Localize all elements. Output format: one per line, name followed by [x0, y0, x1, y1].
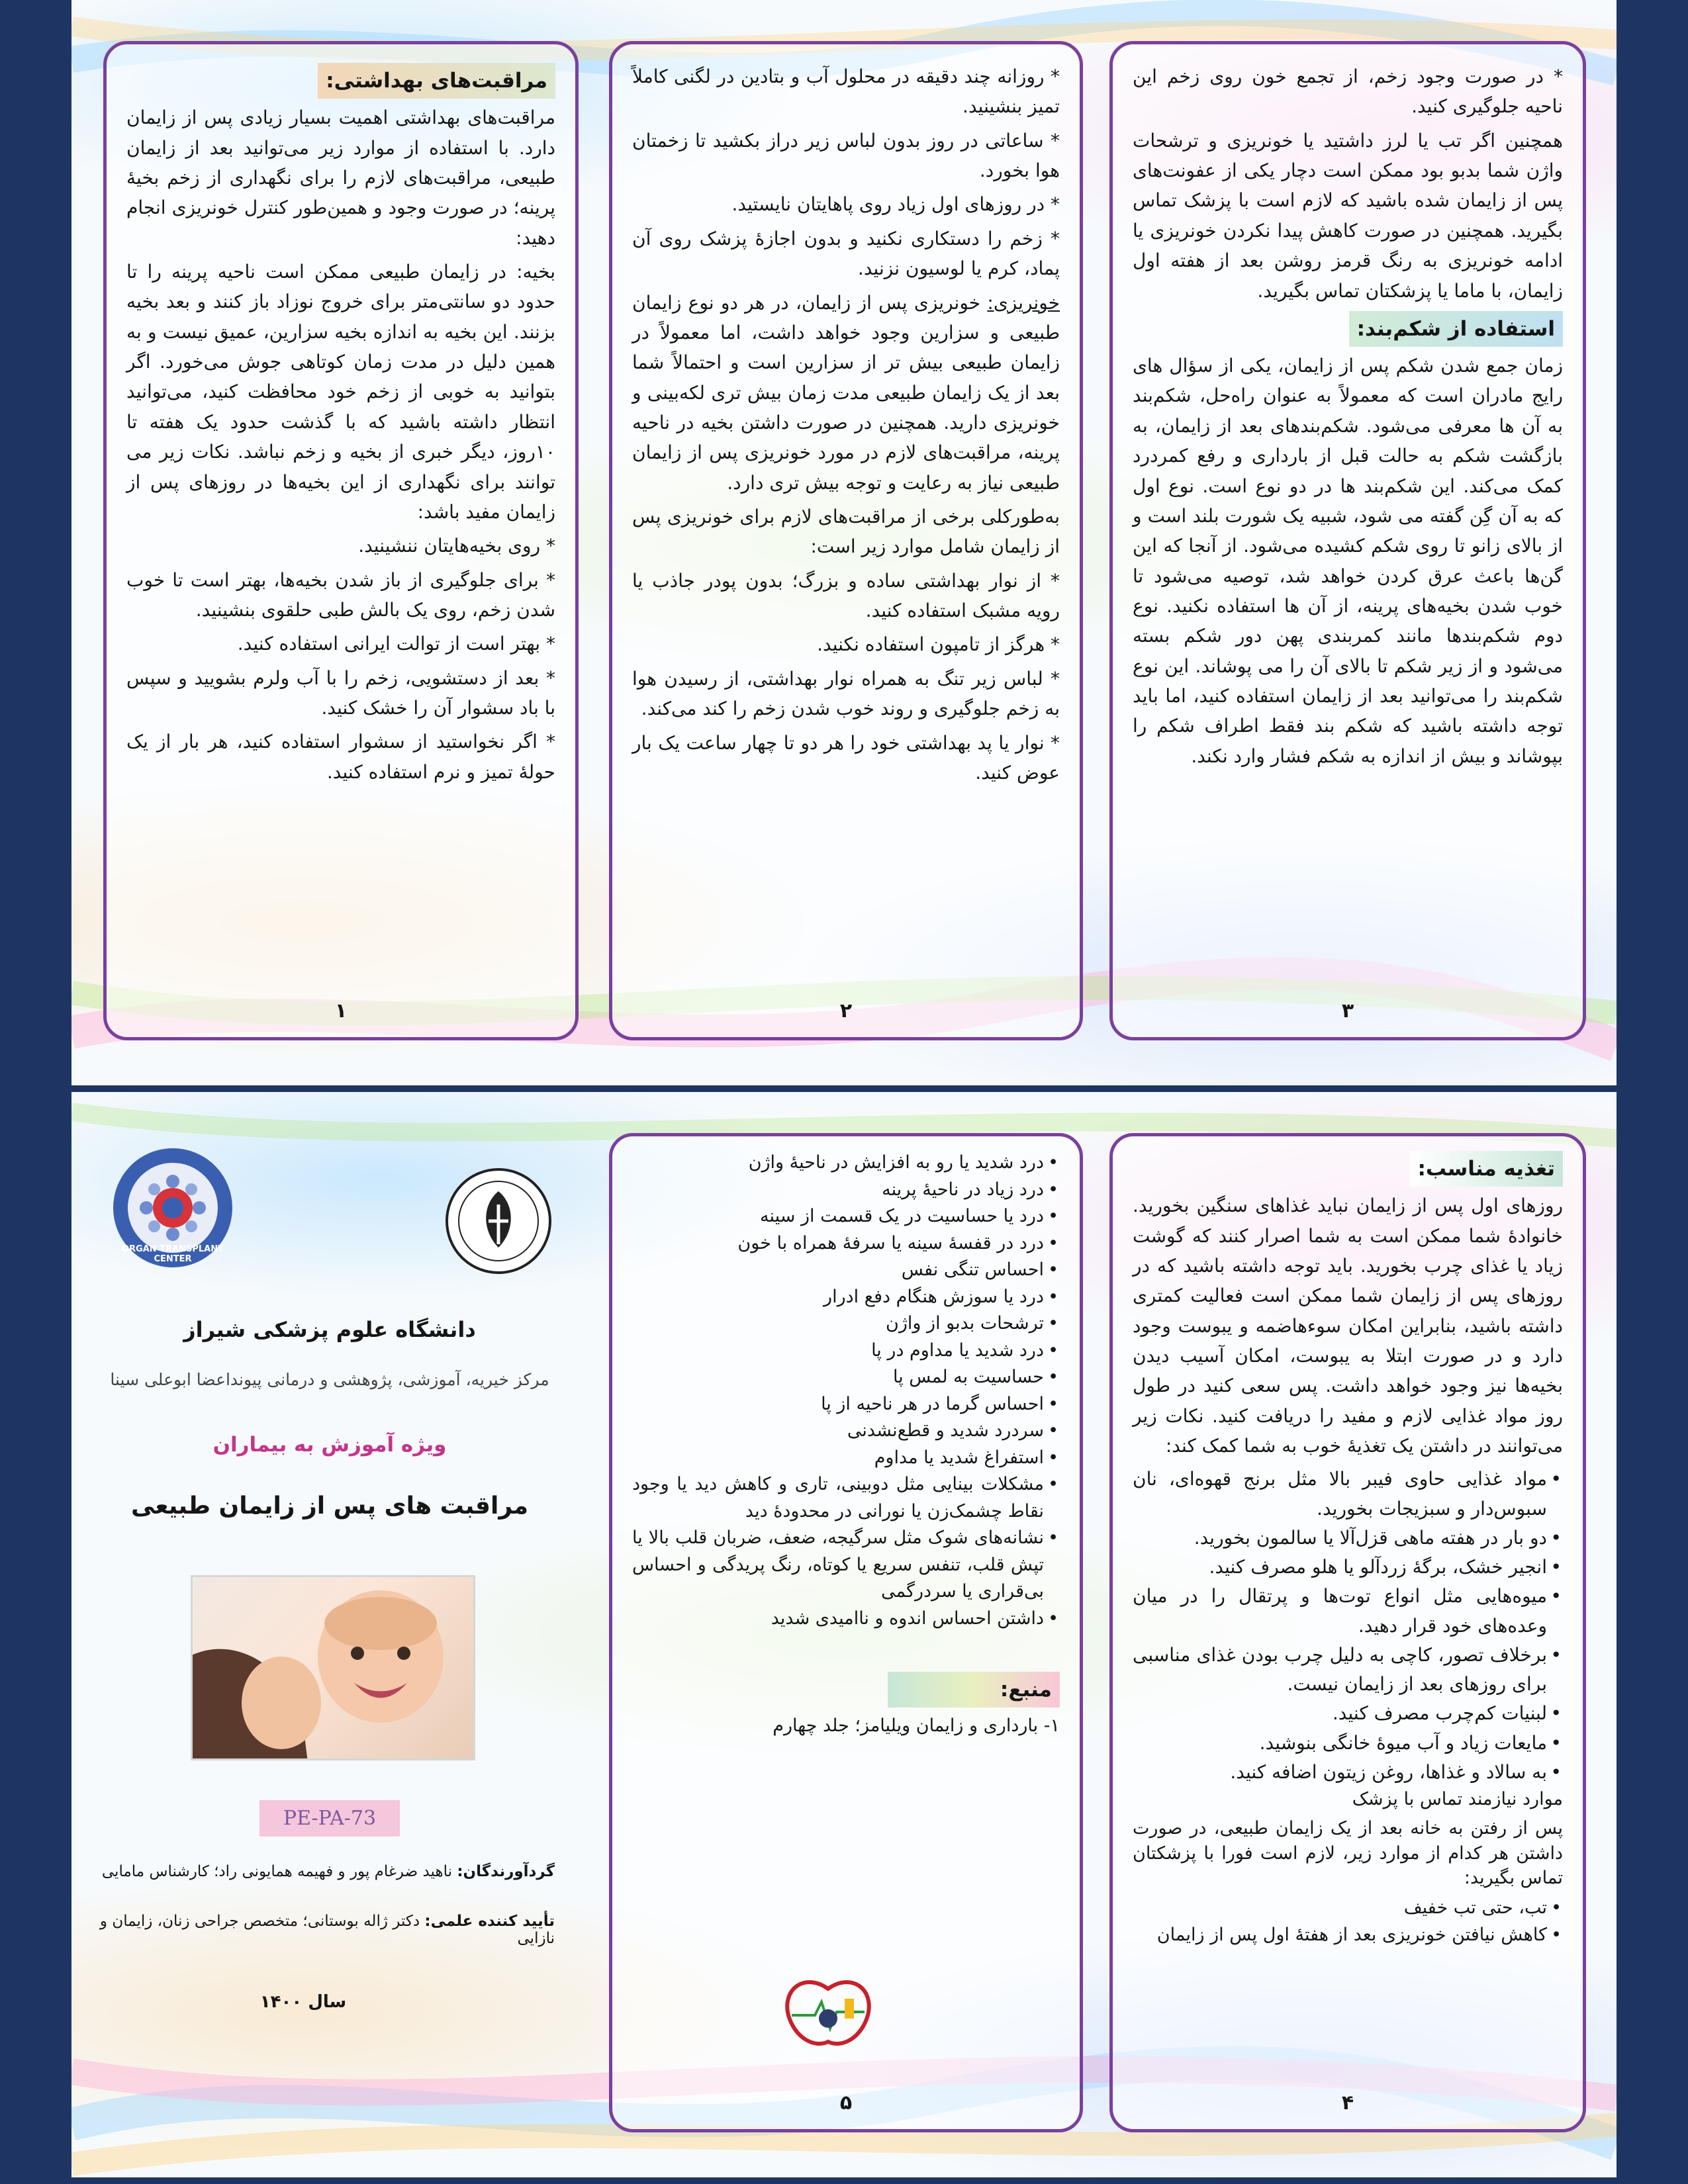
list-item: • احساس تنگی نفس	[632, 1257, 1060, 1284]
document-code-badge: PE-PA-73	[259, 1800, 400, 1837]
tip-item: * برای جلوگیری از باز شدن بخیه‌ها، بهتر است تا خوب شدن زخم، روی یک بالش طبی حلقوی بنشینید.	[126, 569, 555, 621]
list-item: • مشکلات بینایی مثل دوبینی، تاری و کاهش دید یا وجود نقاط چشمک‌زن یا نورانی در محدودهٔ دید	[632, 1471, 1060, 1525]
tip-item: * در روزهای اول زیاد روی پاهایتان نایستید.	[731, 193, 1060, 216]
authors-credit	[91, 1863, 555, 1880]
panel-abdominal-binder	[1109, 41, 1586, 1040]
list-item: • احساس گرما در هر ناحیه از پا	[632, 1391, 1060, 1418]
list-item: • کاهش نیافتن خونریزی بعد از هفتهٔ اول پس از زایمان	[1133, 1922, 1563, 1949]
contact-heading: موارد نیازمند تماس با پزشک	[1352, 1789, 1563, 1810]
baby-illustration-icon	[191, 1577, 473, 1760]
cover-center-name: مرکز خیریه، آموزشی، پژوهشی و درمانی پیونداعضا ابوعلی سینا	[110, 1370, 549, 1389]
list-item: • سردرد شدید و قطع‌نشدنی	[632, 1418, 1060, 1445]
section-heading: تغذیه مناسب:	[1410, 1151, 1563, 1187]
brochure-inside-sheet	[71, 0, 1617, 1085]
list-item: • برخلاف تصور، کاچی به دلیل چرب بودن غذای مناسبی برای روزهای بعد از زایمان نیست.	[1133, 1641, 1563, 1699]
bleeding-text: خونریزی پس از زایمان، در هر دو نوع زایمان طبیعی و سزارین وجود خواهد داشت، اما معمولاً در زایمان طبیعی بیش تر از سزارین است و احتمالاً شما بعد از یک زایمان طبیعی مدت زمان بیش تری لکه‌بینی و خونریزی دارید. همچنین در صورت داشتن بخیه در ناحیه پرینه، مراقبت‌های لازم در مورد خونریزی پس از زایمان طبیعی نیاز به رعایت و توجه بیش تری دارد.	[632, 291, 1060, 494]
panel-nutrition	[1109, 1133, 1586, 2132]
cover-university-name: دانشگاه علوم پزشکی شیراز	[183, 1317, 476, 1342]
otc-logo-text: ORGAN TRANSPLANT CENTER	[121, 1244, 224, 1264]
mother-baby-photo	[191, 1575, 475, 1760]
list-item: • استفراغ شدید یا مداوم	[632, 1445, 1060, 1472]
apple-heartbeat-icon	[778, 1972, 878, 2052]
health-education-logo	[778, 1972, 878, 2052]
list-item: • درد یا سوزش هنگام دفع ادرار	[632, 1284, 1060, 1311]
page-number: ۴	[1341, 2091, 1354, 2115]
paragraph: بخیه: در زایمان طبیعی ممکن است ناحیه پرینه را تا حدود دو سانتی‌متر برای خروج نوزاد باز کنند و بعد بخیه بزنند. این بخیه به اندازه بخیه سزارین، عمیق نیست و به همین دلیل در مدت زمان کوتاهی جوش می‌خورد. اگر بتوانید به خوبی از زخم خود محافظت کنید، می‌توانید انتظار داشته باشید که با گذشت حدود یک هفته تا ۱۰روز، دیگر خبری از بخیه و زخم نباشد. نکات زیر می توانند برای نگهداری از این بخیه‌ها در روزهای پس از زایمان مفید باشد:	[126, 261, 555, 523]
authors-names: ناهید ضرغام پور و فهیمه همایونی راد؛ کارشناس مامایی	[101, 1863, 453, 1880]
approver-label: تأیید کننده علمی:	[424, 1913, 555, 1930]
publication-year	[204, 1992, 402, 2012]
list-item: • انجیر خشک، برگهٔ زردآلو یا هلو مصرف کنید.	[1133, 1553, 1563, 1582]
section-heading: مراقبت‌های بهداشتی:	[318, 63, 555, 99]
list-item: • حساسیت به لمس پا	[632, 1364, 1060, 1391]
cover-title: مراقبت های پس از زایمان طبیعی	[130, 1492, 528, 1520]
tip-item: * روی بخیه‌هایتان ننشینید.	[358, 535, 555, 557]
tip-item: * هرگز از تامپون استفاده نکنید.	[817, 633, 1060, 656]
list-item: • تب، حتی تب خفیف	[1133, 1895, 1563, 1922]
year-value: ۱۴۰۰	[259, 1992, 303, 2012]
tip-item: * بعد از دستشویی، زخم را با آب ولرم بشویید و سپس با باد سشوار آن را خشک کنید.	[126, 666, 555, 719]
list-item: • مایعات زیاد و آب میوهٔ خانگی بنوشید.	[1133, 1729, 1563, 1758]
cover-patient-education-label: ویژه آموزش به بیماران	[212, 1433, 447, 1457]
shiraz-university-logo	[442, 1165, 555, 1277]
panel-hygiene-care	[103, 41, 579, 1040]
section-heading: استفاده از شکم‌بند:	[1349, 311, 1563, 347]
panel-bleeding	[609, 41, 1083, 1040]
list-item: • دو بار در هفته ماهی قزل‌آلا یا سالمون بخورید.	[1133, 1524, 1563, 1553]
list-item: • لبنیات کم‌چرب مصرف کنید.	[1133, 1699, 1563, 1728]
paragraph: * در صورت وجود زخم، از تجمع خون روی زخم این ناحیه جلوگیری کنید.	[1133, 66, 1563, 118]
source-citation: ۱- بارداری و زایمان ویلیامز؛ جلد چهارم	[773, 1715, 1060, 1737]
tip-item: * ساعاتی در روز بدون لباس زیر دراز بکشید تا زخمتان هوا بخورد.	[632, 129, 1060, 182]
list-item: • داشتن احساس اندوه و ناامیدی شدید	[632, 1606, 1060, 1633]
list-item: • میوه‌هایی مثل انواع توت‌ها و پرتقال را در میان وعده‌های خود قرار دهید.	[1133, 1582, 1563, 1640]
tip-item: * زخم را دستکاری نکنید و بدون اجازهٔ پزشک روی آن پماد، کرم یا لوسیون نزنید.	[632, 227, 1060, 280]
authors-label: گردآورندگان:	[457, 1863, 555, 1880]
paragraph: روزهای اول پس از زایمان نباید غذاهای سنگین بخورید. خانوادهٔ شما ممکن است به شما اصرار کنند که گوشت زیاد یا غذای چرب بخورید. باید توجه داشته باشید که در روزهای پس از زایمان شما ممکن است فعالیت کمتری داشته باشید، بنابراین امکان سوءهاضمه و یبوست وجود دارد و در صورت ابتلا به یبوست، امکان آسیب دیدن بخیه‌ها نیز وجود خواهد داشت. پس سعی کنید در طول روز مواد غذایی لازم و مفید را دریافت کنید. نکات زیر می‌توانند در داشتن یک تغذیهٔ خوب به شما کمک کند:	[1133, 1195, 1563, 1457]
organ-transplant-center-logo	[110, 1145, 236, 1271]
list-item: • به سالاد و غذاها، روغن زیتون اضافه کنید.	[1133, 1758, 1563, 1787]
code-badge-wrap	[98, 1800, 561, 1837]
approver-credit	[91, 1913, 555, 1947]
bleeding-label: خونریزی:	[987, 291, 1060, 314]
tip-item: * اگر نخواستید از سشوار استفاده کنید، هر بار از یک حولهٔ تمیز و نرم استفاده کنید.	[126, 731, 555, 783]
brochure-outside-sheet	[71, 1092, 1617, 2177]
nutrition-tips-list	[1133, 1465, 1563, 1787]
paragraph: زمان جمع شدن شکم پس از زایمان، یکی از سؤال های رایج مادران است که معمولاً به عنوان راه‌حل، شکم‌بند به آن ها معرفی می‌شود. شکم‌بندهای بعد از زایمان، به بازگشت شکم به حالت قبل از بارداری و رفع کمردرد کمک می‌کند. این شکم‌بند ها در دو نوع است. نوع اول که به آن گِن گفته می شود، شبیه یک شورت بلند است و از بالای زانو تا روی شکم کشیده می‌شود. از آنجا که این گن‌ها باعث عرق کردن خواهد شد، توصیه می‌شود تا خوب شدن بخیه‌های پرینه، از آن ها استفاده نکنید. نوع دوم شکم‌بندها مانند کمربندی پهن دور شکم بسته می‌شود و از زیر شکم تا بالای آن را می پوشاند. این نوع شکم‌بند را می‌توانید بعد از زایمان استفاده کنید، اما باید توجه داشته باشید که شکم بند فقط اطراف شکم را بپوشاند و بیش از اندازه به شکم فشار وارد نکند.	[1133, 355, 1563, 767]
page-number: ۳	[1341, 999, 1354, 1023]
paragraph	[632, 288, 1060, 498]
university-emblem-icon	[442, 1165, 555, 1277]
paragraph: پس از رفتن به خانه بعد از یک زایمان طبیعی، در صورت داشتن هر کدام از موارد زیر، لازم است فورا با پزشکتان تماس بگیرید:	[1133, 1817, 1563, 1889]
tip-item: * روزانه چند دقیقه در محلول آب و بتادین در لگنی کاملاً تمیز بنشینید.	[632, 66, 1060, 118]
list-item: • درد در قفسهٔ سینه یا سرفهٔ همراه با خون	[632, 1230, 1060, 1257]
list-item: • مواد غذایی حاوی فیبر بالا مثل برنج قهوه‌ای، نان سبوس‌دار و سبزیجات بخورید.	[1133, 1465, 1563, 1523]
page-number: ۱	[334, 999, 348, 1023]
contact-signs-list	[1133, 1895, 1563, 1948]
tip-item: * بهتر است از توالت ایرانی استفاده کنید.	[237, 633, 555, 655]
paragraph: مراقبت‌های بهداشتی اهمیت بسیار زیادی پس از زایمان دارد. با استفاده از موارد زیر می‌توانید بعد از زایمان طبیعی، مراقبت‌های لازم را برای نگهداری از زخم بخیهٔ پرینه؛ در صورت وجود و همین‌طور کنترل خونریزی انجام دهید:	[126, 107, 555, 249]
tip-item: * از نوار بهداشتی ساده و بزرگ؛ بدون پودر جاذب یا رویه مشبک استفاده کنید.	[632, 569, 1060, 622]
warning-signs-list	[632, 1150, 1060, 1632]
page-number: ۵	[839, 2091, 853, 2115]
approver-name: دکتر ژاله بوستانی؛ متخصص جراحی زنان، زایمان و نازایی	[99, 1913, 555, 1947]
year-label: سال	[308, 1992, 347, 2012]
list-item: • درد شدید یا مداوم در پا	[632, 1338, 1060, 1365]
list-item: • درد شدید یا رو به افزایش در ناحیهٔ واژن	[632, 1150, 1060, 1177]
paragraph: همچنین اگر تب یا لرز داشتید یا خونریزی و ترشحات واژن شما بدبو بود ممکن است دچار یکی از عفونت‌های پس از زایمان شده باشید که لازم است با پزشک تماس بگیرید. همچنین در صورت کاهش پیدا نکردن خونریزی یا ادامه خونریزی به رنگ قرمز روشن بعد از هفته اول زایمان، با ماما یا پزشکتان تماس بگیرید.	[1133, 129, 1563, 302]
page-number: ۲	[839, 999, 853, 1023]
list-item: • ترشحات بدبو از واژن	[632, 1310, 1060, 1338]
list-item: • نشانه‌های شوک مثل سرگیجه، ضعف، ضربان قلب بالا یا تپش قلب، تنفس سریع یا کوتاه، رنگ پریدگی و احساس بی‌قراری یا سردرگمی	[632, 1525, 1060, 1606]
tip-item: * لباس زیر تنگ به همراه نوار بهداشتی، از رسیدن هوا به زخم جلوگیری و روند خوب شدن زخم را کند می‌کند.	[632, 667, 1060, 720]
tip-item: * نوار یا پد بهداشتی خود را هر دو تا چهار ساعت یک بار عوض کنید.	[632, 731, 1060, 784]
list-item: • درد یا حساسیت در یک قسمت از سینه	[632, 1203, 1060, 1230]
section-heading: منبع:	[888, 1672, 1060, 1707]
paragraph: به‌طورکلی برخی از مراقبت‌های لازم برای خونریزی پس از زایمان شامل موارد زیر است:	[632, 506, 1060, 558]
list-item: • درد زیاد در ناحیهٔ پرینه	[632, 1177, 1060, 1204]
